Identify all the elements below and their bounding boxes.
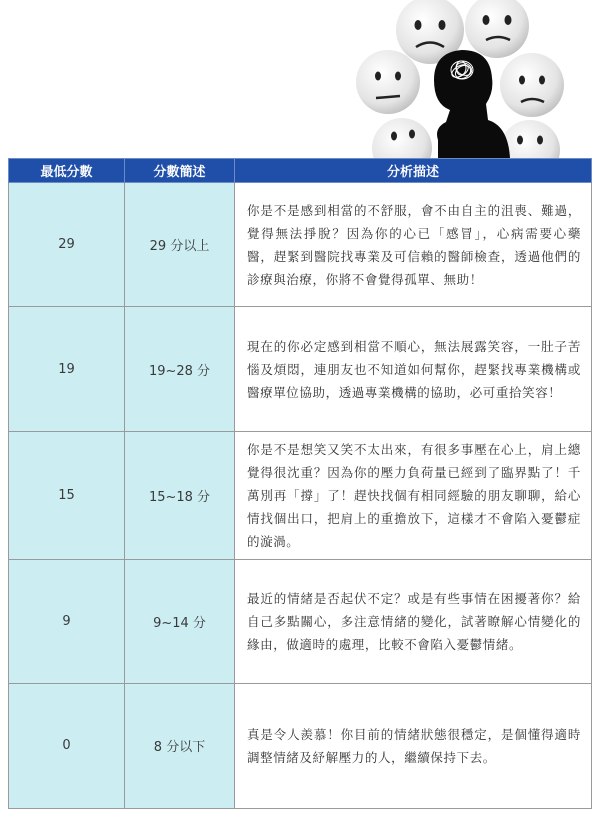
table-row bbox=[9, 559, 592, 683]
table-row bbox=[9, 183, 592, 307]
analysis-description-cell: 真是令人羨慕！你目前的情緒狀態很穩定，是個懂得適時調整情緒及紓解壓力的人，繼續保持下去。 bbox=[235, 684, 592, 808]
min-score-cell: 15 bbox=[9, 431, 125, 559]
sad-face-icon bbox=[465, 0, 529, 58]
depression-illustration bbox=[350, 0, 580, 158]
analysis-description-cell: 你是不是感到相當的不舒服，會不由自主的沮喪、難過，覺得無法掙脫？因為你的心已「感冒」，心病需要心藥醫，趕緊到醫院找專業及可信賴的醫師檢查，透過他們的診療與治療，你將不會覺得孤單、無助！ bbox=[235, 183, 592, 307]
sad-face-icon bbox=[500, 53, 564, 117]
table-row bbox=[9, 307, 592, 431]
sad-face-icon bbox=[372, 118, 432, 158]
analysis-description-cell: 最近的情緒是否起伏不定？或是有些事情在困擾著你？給自己多點關心，多注意情緒的變化，試著瞭解心情變化的緣由，做適時的處理，比較不會陷入憂鬱情緒。 bbox=[235, 559, 592, 683]
analysis-description-cell: 你是不是想笑又笑不太出來，有很多事壓在心上，肩上總覺得很沈重？因為你的壓力負荷量已經到了臨界點了！千萬別再「撐」了！趕快找個有相同經驗的朋友聊聊，給心情找個出口，把肩上的重擔放下，這樣才不會陷入憂鬱症的漩渦。 bbox=[235, 431, 592, 559]
score-range-cell: 15~18 分 bbox=[125, 431, 235, 559]
analysis-description-cell: 現在的你必定感到相當不順心，無法展露笑容，一肚子苦惱及煩悶，連朋友也不知道如何幫你，趕緊找專業機構或醫療單位協助，透過專業機構的協助，必可重拾笑容！ bbox=[235, 307, 592, 431]
table-row bbox=[9, 684, 592, 808]
score-range-cell: 9~14 分 bbox=[125, 559, 235, 683]
header-illustration bbox=[350, 0, 580, 158]
min-score-cell: 29 bbox=[9, 183, 125, 307]
table-header-row bbox=[9, 159, 592, 183]
min-score-cell: 19 bbox=[9, 307, 125, 431]
table-row bbox=[9, 431, 592, 559]
header-score-summary: 分數簡述 bbox=[125, 159, 235, 183]
min-score-cell: 0 bbox=[9, 684, 125, 808]
score-range-cell: 19~28 分 bbox=[125, 307, 235, 431]
score-analysis-table-container bbox=[8, 158, 591, 809]
sad-face-icon bbox=[356, 50, 420, 114]
head-silhouette-icon bbox=[434, 50, 510, 158]
score-range-cell: 29 分以上 bbox=[125, 183, 235, 307]
score-analysis-table bbox=[8, 158, 592, 809]
min-score-cell: 9 bbox=[9, 559, 125, 683]
header-analysis-description: 分析描述 bbox=[235, 159, 592, 183]
score-range-cell: 8 分以下 bbox=[125, 684, 235, 808]
header-min-score: 最低分數 bbox=[9, 159, 125, 183]
